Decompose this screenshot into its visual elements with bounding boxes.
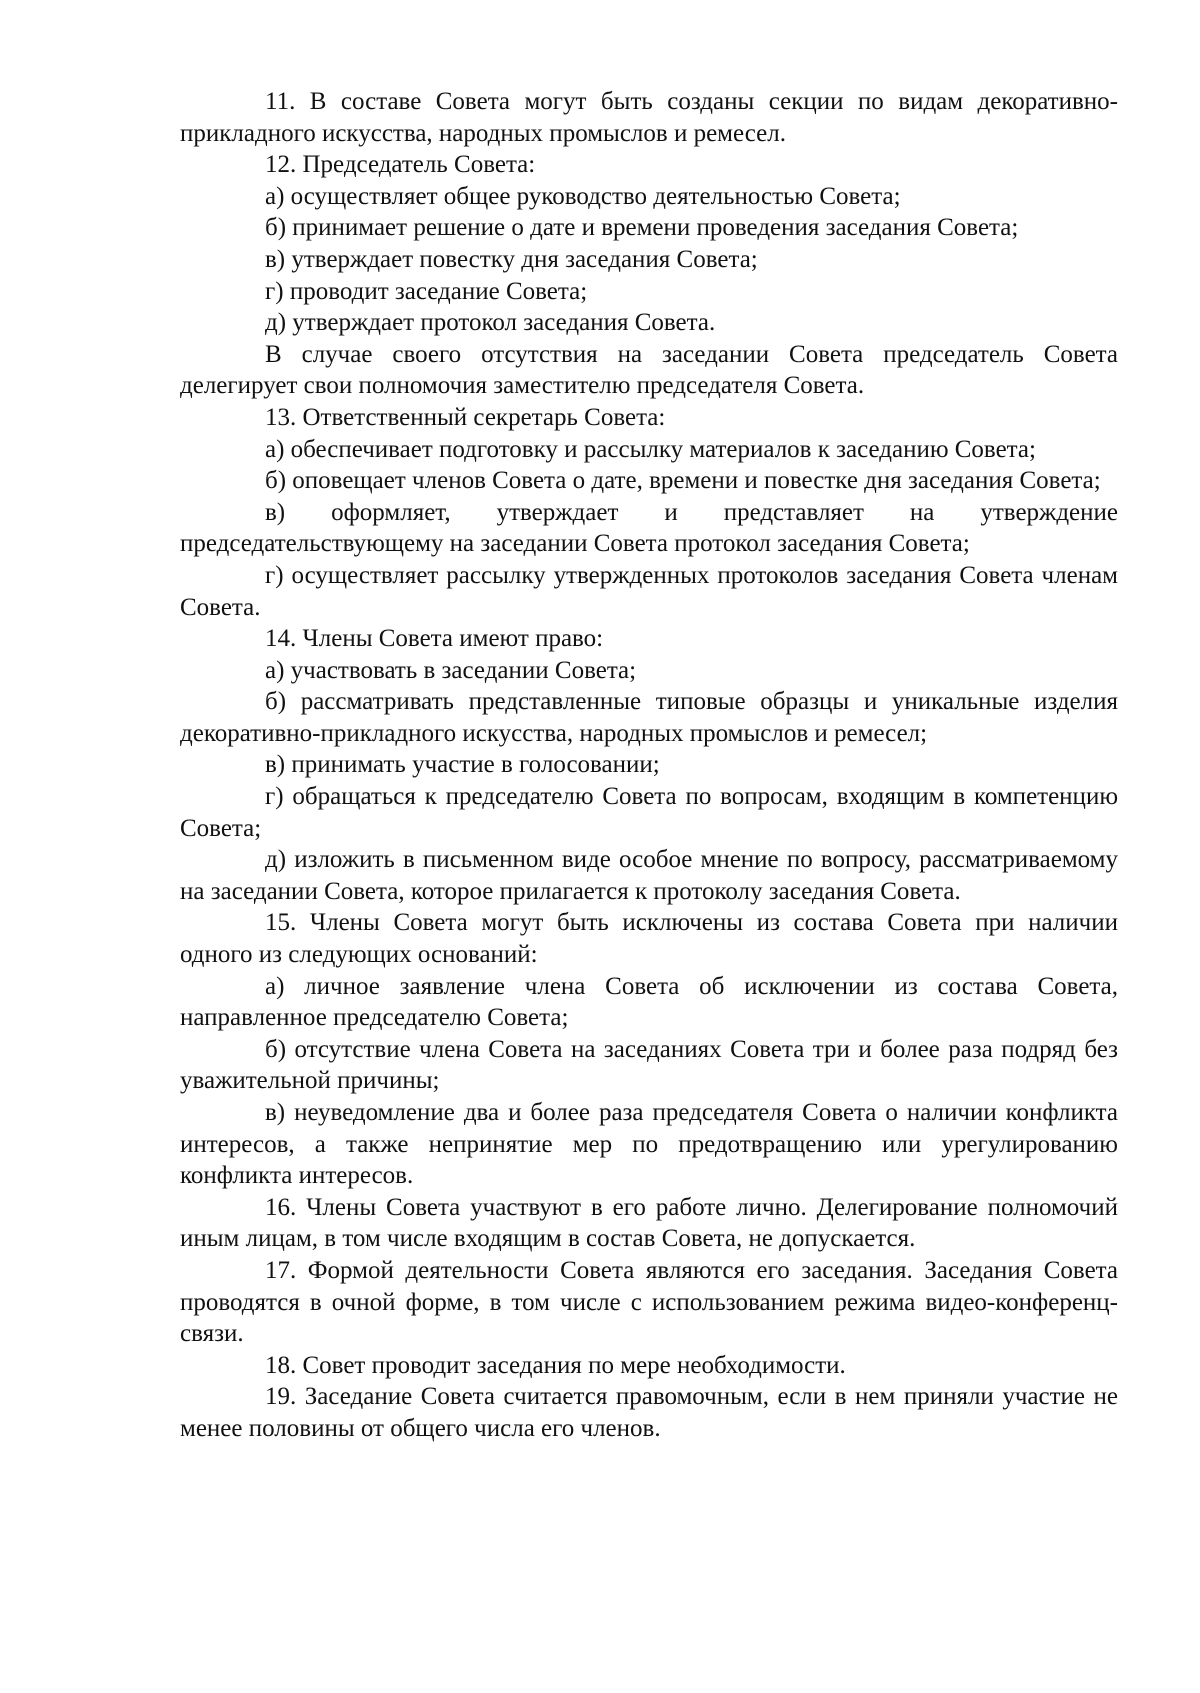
paragraph-14: 14. Члены Совета имеют право: <box>265 625 604 653</box>
paragraph-13: 13. Ответственный секретарь Совета: <box>265 403 666 431</box>
paragraph-11: 11. В составе Совета могут быть созданы секции по видам декоративно-прикладного искусства, народных промыслов и ремесел. <box>180 88 1118 147</box>
paragraph-15-v: в) неуведомление два и более раза председателя Совета о наличии конфликта интересов, а также непринятие мер по предотвращению или урегулированию конфликта интересов. <box>180 1099 1118 1190</box>
paragraph-15-a: а) личное заявление члена Совета об исключении из состава Совета, направленное председателю Совета; <box>180 972 1118 1032</box>
paragraph-13-v: в) оформляет, утверждает и представляет на утверждение председательствующему на заседании Совета протокол заседания Совета; <box>180 498 1118 558</box>
paragraph-14-v: в) принимать участие в голосовании; <box>265 751 660 779</box>
paragraph-19: 19. Заседание Совета считается правомочным, если в нем приняли участие не менее половины от общего числа его членов. <box>180 1383 1118 1442</box>
paragraph-17: 17. Формой деятельности Совета являются его заседания. Заседания Совета проводятся в очной форме, в том числе с использованием режима видео-конференц-связи. <box>180 1256 1118 1348</box>
paragraph-12-v: в) утверждает повестку дня заседания Совета; <box>265 245 758 273</box>
paragraph-14-d: д) изложить в письменном виде особое мнение по вопросу, рассматриваемому на заседании Совета, которое прилагается к протоколу заседания Совета. <box>180 846 1118 905</box>
paragraph-12-b: б) принимает решение о дате и времени проведения заседания Совета; <box>265 214 1019 242</box>
paragraph-13-a: а) обеспечивает подготовку и рассылку материалов к заседанию Совета; <box>265 435 1036 463</box>
document-body <box>180 86 1118 1445</box>
paragraph-16: 16. Члены Совета участвуют в его работе лично. Делегирование полномочий иным лицам, в том числе входящим в состав Совета, не допускается. <box>180 1193 1118 1253</box>
paragraph-12-absence: В случае своего отсутствия на заседании Совета председатель Совета делегирует свои полномочия заместителю председателя Совета. <box>180 340 1118 400</box>
paragraph-13-b: б) оповещает членов Совета о дате, времени и повестке дня заседания Совета; <box>265 467 1101 495</box>
paragraph-15-b: б) отсутствие члена Совета на заседаниях Совета три и более раза подряд без уважительной причины; <box>180 1035 1118 1095</box>
paragraph-12-d: д) утверждает протокол заседания Совета. <box>265 309 716 337</box>
paragraph-12-g: г) проводит заседание Совета; <box>265 277 588 305</box>
paragraph-15: 15. Члены Совета могут быть исключены из состава Совета при наличии одного из следующих оснований: <box>180 909 1118 969</box>
paragraph-12: 12. Председатель Совета: <box>265 151 536 179</box>
paragraph-14-a: а) участвовать в заседании Совета; <box>265 656 637 684</box>
paragraph-18: 18. Совет проводит заседания по мере необходимости. <box>265 1351 846 1379</box>
paragraph-12-a: а) осуществляет общее руководство деятельностью Совета; <box>265 182 901 210</box>
paragraph-14-g: г) обращаться к председателю Совета по вопросам, входящим в компетенцию Совета; <box>180 783 1118 842</box>
paragraph-14-b: б) рассматривать представленные типовые образцы и уникальные изделия декоративно-прикладного искусства, народных промыслов и ремесел; <box>180 688 1118 747</box>
paragraph-13-g: г) осуществляет рассылку утвержденных протоколов заседания Совета членам Совета. <box>180 561 1118 621</box>
